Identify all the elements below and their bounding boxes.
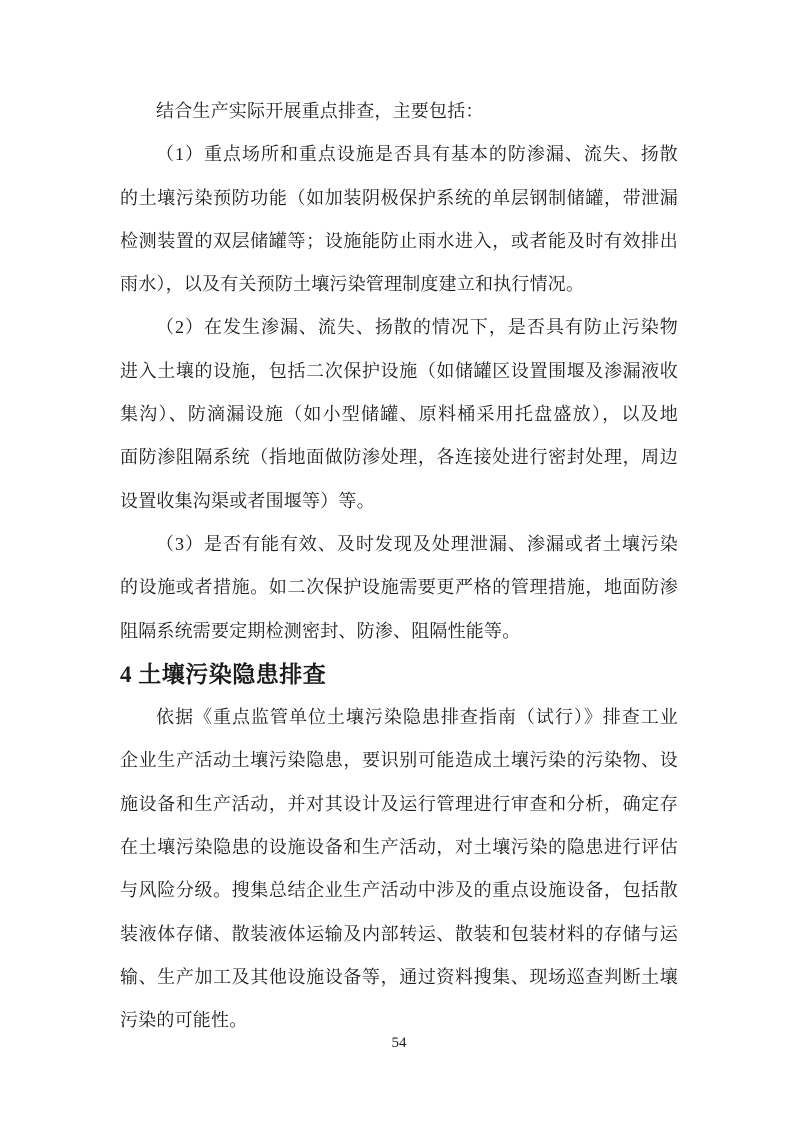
- text-line: 检测装置的双层储罐等；设施能防止雨水进入，或者能及时有效排出: [120, 230, 678, 251]
- text-line: 集沟）、防滴漏设施（如小型储罐、原料桶采用托盘盛放），以及地: [120, 404, 678, 425]
- text-line: 雨水），以及有关预防土壤污染管理制度建立和执行情况。: [120, 274, 585, 295]
- text-line: 的土壤污染预防功能（如加装阴极保护系统的单层钢制储罐，带泄漏: [120, 187, 678, 208]
- text-line: 与风险分级。搜集总结企业生产活动中涉及的重点设施设备，包括散: [120, 880, 678, 901]
- page-number: 54: [391, 1035, 407, 1051]
- text-line: （2）在发生渗漏、流失、扬散的情况下，是否具有防止污染物: [156, 317, 678, 338]
- text-line: 施设备和生产活动，并对其设计及运行管理进行审查和分析，确定存: [120, 793, 678, 814]
- text-line: 阻隔系统需要定期检测密封、防渗、阻隔性能等。: [120, 620, 521, 641]
- section-heading: 4 土壤污染隐患排查: [120, 661, 327, 687]
- text-line: （3）是否有能有效、及时发现及处理泄漏、渗漏或者土壤污染: [156, 533, 678, 554]
- text-line: （1）重点场所和重点设施是否具有基本的防渗漏、流失、扬散: [156, 144, 678, 165]
- text-line: 进入土壤的设施，包括二次保护设施（如储罐区设置围堰及渗漏液收: [120, 360, 678, 381]
- text-line: 的设施或者措施。如二次保护设施需要更严格的管理措施，地面防渗: [120, 577, 678, 598]
- document-body: [120, 90, 678, 1043]
- text-line: 装液体存储、散装液体运输及内部转运、散装和包装材料的存储与运: [120, 923, 678, 944]
- text-line: 设置收集沟渠或者围堰等）等。: [120, 490, 375, 511]
- text-line: 在土壤污染隐患的设施设备和生产活动，对土壤污染的隐患进行评估: [120, 837, 678, 858]
- text-line: 依据《重点监管单位土壤污染隐患排查指南（试行）》排查工业: [156, 707, 678, 728]
- text-line: 污染的可能性。: [120, 1010, 248, 1031]
- text-line: 输、生产加工及其他设施设备等，通过资料搜集、现场巡查判断土壤: [120, 966, 678, 987]
- text-line: 结合生产实际开展重点排查，主要包括：: [156, 101, 484, 121]
- text-line: 企业生产活动土壤污染隐患，要识别可能造成土壤污染的污染物、设: [120, 750, 678, 771]
- text-line: 面防渗阻隔系统（指地面做防渗处理，各连接处进行密封处理，周边: [120, 447, 678, 468]
